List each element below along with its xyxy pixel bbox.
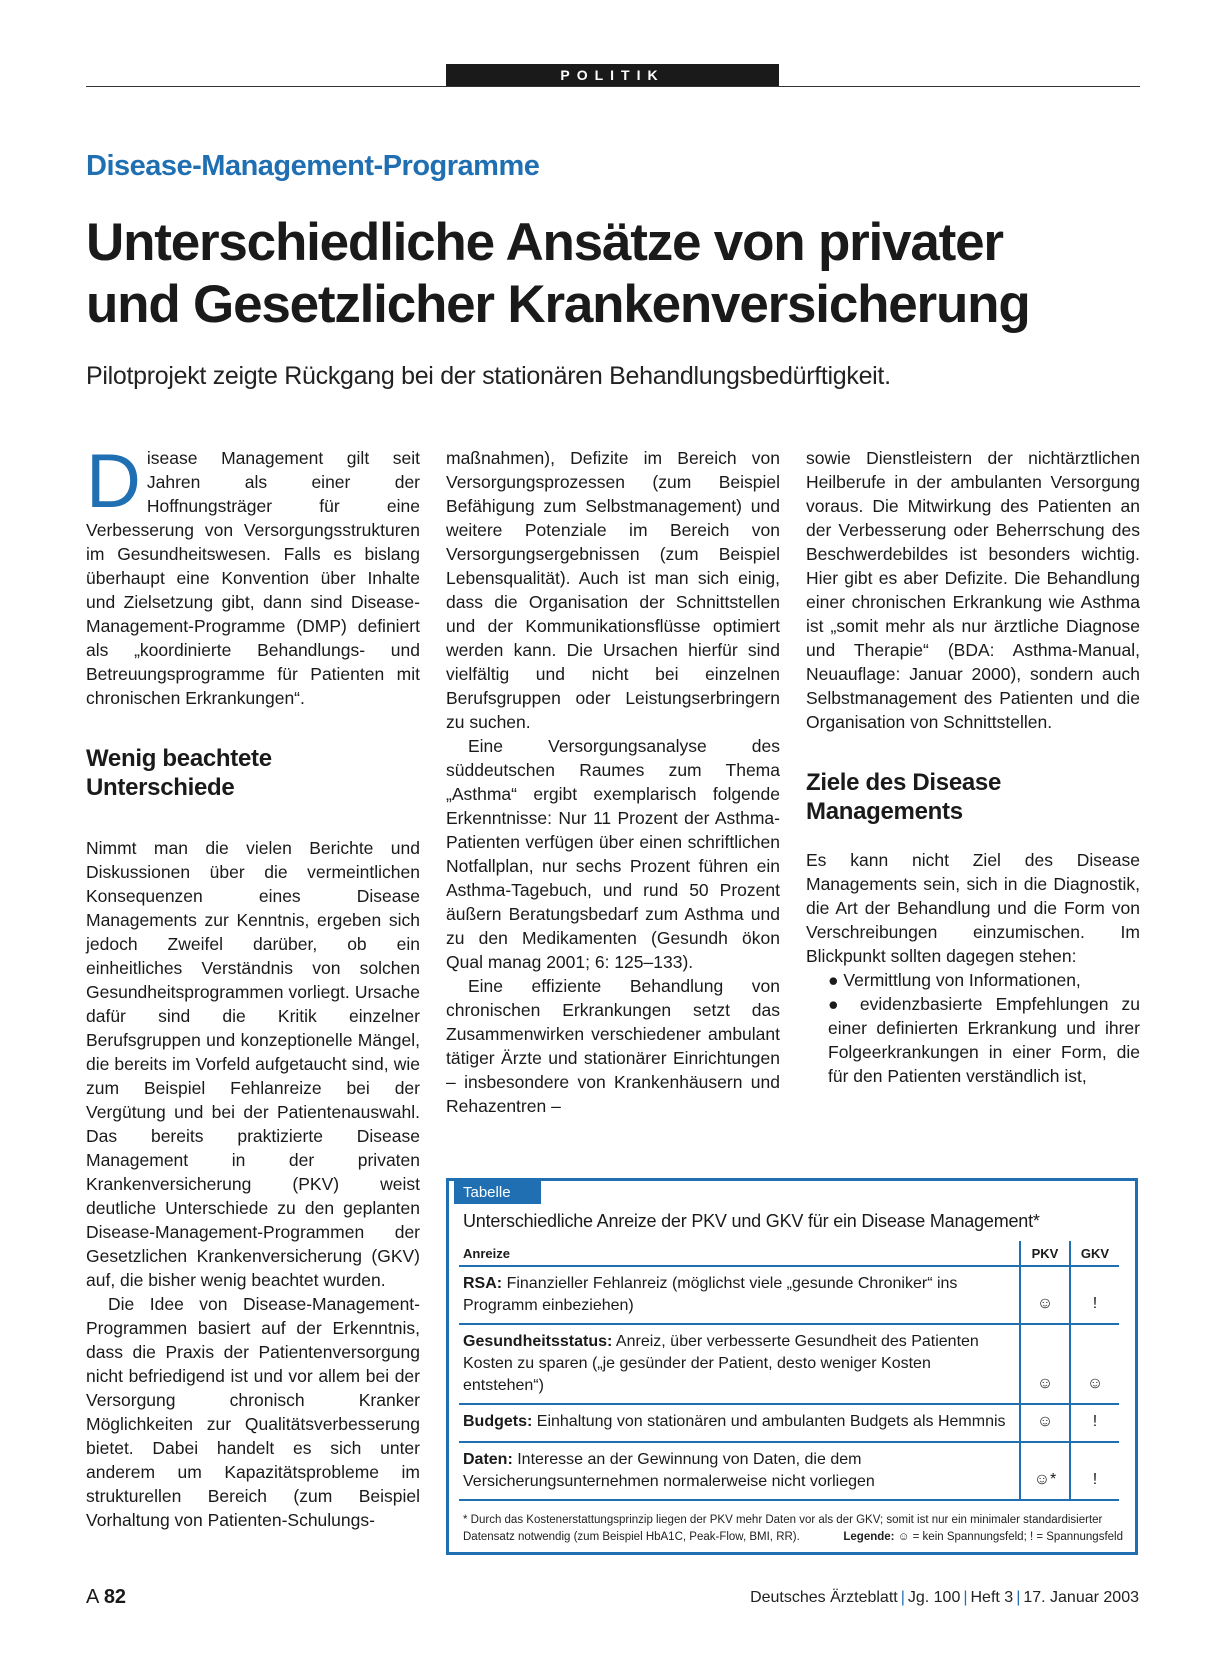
table-tab-label: Tabelle <box>454 1181 541 1204</box>
gkv-mark: ! <box>1070 1442 1119 1500</box>
row-term: RSA: <box>463 1275 503 1292</box>
bullet-item: ● evidenzbasierte Empfehlungen zu einer definierten Erkrankung und ihrer Folgeerkrankungen in einer Form, die für den Patienten verständlich ist, <box>828 994 1140 1086</box>
bullet-item: ● Vermittlung von Informationen, <box>828 970 1081 990</box>
row-description <box>459 1324 1020 1404</box>
column-3 <box>806 446 1140 1088</box>
legend-text: ☺ = kein Spannungsfeld; ! = Spannungsfeld <box>897 1531 1123 1543</box>
intro-paragraph <box>86 439 420 710</box>
table-row <box>459 1404 1119 1442</box>
header-gkv: GKV <box>1070 1241 1119 1266</box>
gkv-mark: ☺ <box>1070 1324 1119 1404</box>
header-anreize: Anreize <box>459 1241 1020 1266</box>
separator: | <box>900 1589 905 1606</box>
row-term: Gesundheitsstatus: <box>463 1333 613 1350</box>
title-line-2: und Gesetzlicher Krankenversicherung <box>86 275 1030 334</box>
table-row <box>459 1442 1119 1500</box>
journal-citation <box>750 1589 1139 1607</box>
row-description <box>459 1404 1020 1442</box>
header-pkv: PKV <box>1020 1241 1070 1266</box>
row-description <box>459 1442 1020 1500</box>
subheading-ziele: Ziele des Disease Managements <box>806 769 1002 825</box>
body-paragraph: Eine effiziente Behandlung von chronischen Erkrankungen setzt das Zusammenwirken verschiedener ambulant tätiger Ärzte und stationärer Einrichtungen – insbesondere von Krankenhäusern und Rehazentren – <box>446 976 780 1116</box>
page-number-value: 82 <box>103 1586 127 1608</box>
title-line-1: Unterschiedliche Ansätze von privater <box>86 213 1003 272</box>
column-2 <box>446 446 780 1118</box>
row-text: Einhaltung von stationären und ambulanten Budgets als Hemmnis <box>536 1413 1006 1430</box>
pkv-mark: ☺ <box>1020 1324 1070 1404</box>
body-paragraph: Es kann nicht Ziel des Disease Managements sein, sich in die Diagnostik, die Art der Behandlung und die Form von Verschreibungen einzumischen. Im Blickpunkt sollten dagegen stehen: <box>806 850 1140 966</box>
body-paragraph: maßnahmen), Defizite im Bereich von Versorgungsprozessen (zum Beispiel Befähigung zum Selbstmanagement) und weitere Potenziale im Bereich von Versorgungsergebnissen (zum Beispiel Lebensqualität). Auch ist man sich einig, dass die Organisation der Schnittstellen und der Kommunikationsflüsse optimiert werden kann. Die Ursachen hierfür sind vielfältig und nicht bei einzelnen Berufsgruppen oder Leistungserbringern zu suchen. <box>446 448 780 732</box>
table-row <box>459 1266 1119 1324</box>
article-kicker: Disease-Management-Programme <box>86 150 540 182</box>
subheading-unterschiede: Wenig beachtete Unterschiede <box>86 745 272 801</box>
row-text: Finanzieller Fehlanreiz (möglichst viele „gesunde Chroniker“ ins Programm einbeziehen) <box>463 1275 958 1314</box>
footnote-text: * Durch das Kostenerstattungsprinzip liegen der PKV mehr Daten vor als der GKV; somit ist nur ein minimaler standardisierter Datensatz notwendig (zum Beispiel HbA1C, Peak-Flow, BMI, RR). <box>463 1514 1103 1543</box>
article-title <box>86 212 1146 336</box>
separator: | <box>963 1589 968 1606</box>
row-text: Interesse an der Gewinnung von Daten, die dem Versicherungsunternehmen normalerweise nicht vorliegen <box>463 1451 875 1490</box>
body-paragraph: sowie Dienstleistern der nichtärztlichen Heilberufe in der ambulanten Versorgung voraus. Die Mitwirkung des Patienten an der Verbesserung oder Beherrschung des Beschwerdebildes ist besonders wichtig. Hier gibt es aber Defizite. Die Behandlung einer chronischen Erkrankung wie Asthma ist „somit mehr als nur ärztliche Diagnose und Therapie“ (BDA: Asthma-Manual, Neuauflage: Januar 2000), sondern auch Selbstmanagement des Patienten und die Organisation von Schnittstellen. <box>806 448 1140 732</box>
body-paragraph: Eine Versorgungsanalyse des süddeutschen Raumes zum Thema „Asthma“ ergibt exemplarisch folgende Erkenntnisse: Nur 11 Prozent der Asthma-Patienten verfügen über einen schriftlichen Notfallplan, nur sechs Prozent führen ein Asthma-Tagebuch, und rund 50 Prozent äußern Beratungsbedarf zum Asthma und zu den Medikamenten (Gesundh ökon Qual manag 2001; 6: 125–133). <box>446 736 780 972</box>
table-header-row <box>459 1241 1119 1266</box>
legend-label: Legende: <box>843 1531 895 1543</box>
gkv-mark: ! <box>1070 1266 1119 1324</box>
drop-cap: D <box>86 439 141 524</box>
article-subtitle: Pilotprojekt zeigte Rückgang bei der stationären Behandlungsbedürftigkeit. <box>86 362 891 390</box>
row-term: Budgets: <box>463 1413 533 1430</box>
row-text: Anreiz, über verbesserte Gesundheit des Patienten Kosten zu sparen („je gesünder der Patient, desto weniger Kosten entstehen“) <box>463 1333 979 1394</box>
body-paragraph: Die Idee von Disease-Management-Programmen basiert auf der Erkenntnis, dass die Praxis der Patientenversorgung nicht befriedigend ist und vor allem bei der Versorgung chronisch Kranker Möglichkeiten zur Qualitätsverbesserung bietet. Dabei handelt es sich unter anderem um Kapazitätsprobleme im strukturellen Bereich (zum Beispiel Vorhaltung von Patienten-Schulungs- <box>86 1294 420 1530</box>
journal-date: 17. Januar 2003 <box>1023 1589 1139 1606</box>
journal-volume: Jg. 100 <box>907 1589 961 1606</box>
page-number <box>86 1586 126 1609</box>
table-row <box>459 1324 1119 1404</box>
pkv-mark: ☺ <box>1020 1266 1070 1324</box>
gkv-mark: ! <box>1070 1404 1119 1442</box>
pkv-mark: ☺ <box>1020 1404 1070 1442</box>
table-caption: Unterschiedliche Anreize der PKV und GKV für ein Disease Management* <box>463 1211 1040 1231</box>
separator: | <box>1016 1589 1021 1606</box>
table-legend <box>843 1529 1123 1546</box>
incentives-table-box <box>446 1178 1138 1555</box>
journal-name: Deutsches Ärzteblatt <box>750 1589 898 1606</box>
page-prefix: A <box>86 1586 99 1608</box>
intro-text: isease Management gilt seit Jahren als einer der Hoffnungsträger für eine Verbesserung von Versorgungsstrukturen im Gesundheitswesen. Falls es bislang überhaupt eine Konvention über Inhalte und Zielsetzung gibt, dann sind Disease-Management-Programme (DMP) definiert als „koordinierte Behandlungs- und Betreuungsprogramme für Patienten mit chronischen Erkrankungen“. <box>86 448 420 708</box>
journal-issue: Heft 3 <box>970 1589 1014 1606</box>
incentives-table <box>459 1241 1119 1501</box>
row-term: Daten: <box>463 1451 513 1468</box>
pkv-mark: ☺* <box>1020 1442 1070 1500</box>
row-description <box>459 1266 1020 1324</box>
header-rule <box>86 86 1140 87</box>
section-rubric: POLITIK <box>446 64 779 86</box>
column-1 <box>86 439 420 1532</box>
table-footnote <box>463 1512 1123 1546</box>
body-paragraph: Nimmt man die vielen Berichte und Diskussionen über die vermeintlichen Konsequenzen eines Disease Managements zur Kenntnis, ergeben sich jedoch Zweifel darüber, ob ein einheitliches Verständnis von solchen Gesundheitsprogrammen vorliegt. Ursache dafür sind die Kritik einzelner Berufsgruppen und konzeptionelle Mängel, die bereits im Vorfeld aufgetaucht sind, wie zum Beispiel Fehlanreize bei der Vergütung und bei der Patientenauswahl. Das bereits praktizierte Disease Management in der privaten Krankenversicherung (PKV) weist deutliche Unterschiede zu den geplanten Disease-Management-Programmen der Gesetzlichen Krankenversicherung (GKV) auf, die bisher wenig beachtet wurden. <box>86 838 420 1290</box>
